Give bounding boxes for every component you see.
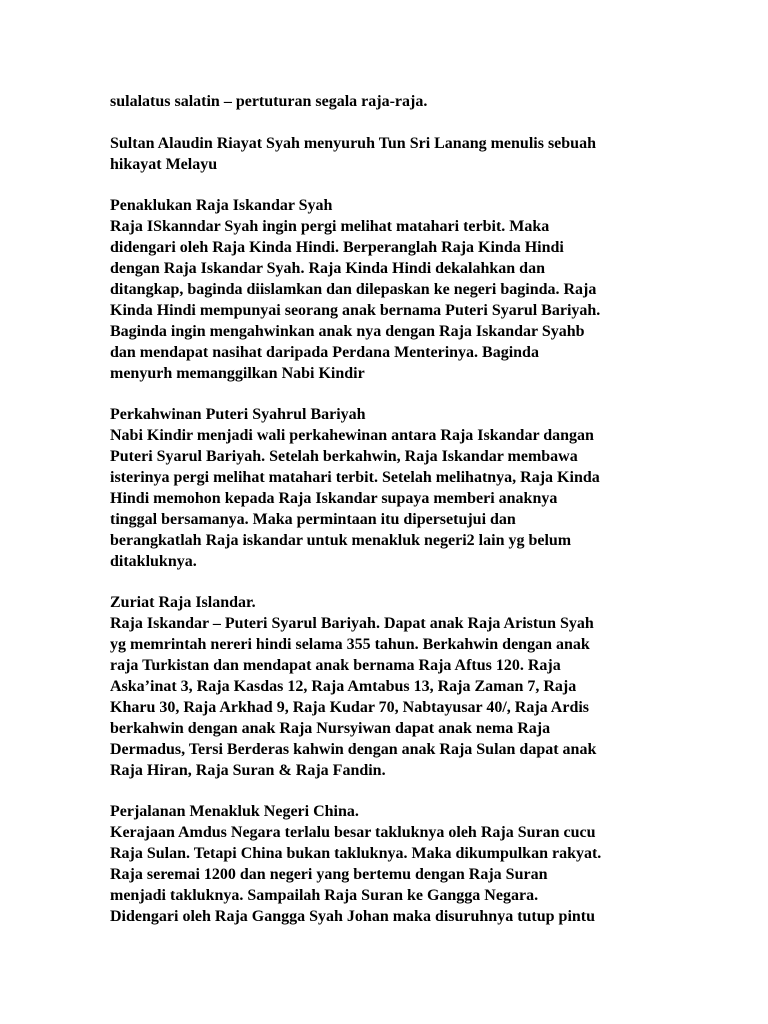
text-line: Hindi memohon kepada Raja Iskandar supaya memberi anaknya xyxy=(110,489,558,507)
section-penaklukan xyxy=(110,196,670,384)
section-heading: Penaklukan Raja Iskandar Syah xyxy=(110,197,333,215)
text-line: tinggal bersamanya. Maka permintaan itu dipersetujui dan xyxy=(110,510,516,528)
text-line: menjadi takluknya. Sampailah Raja Suran ke Gangga Negara. xyxy=(110,886,539,904)
text-line: Sultan Alaudin Riayat Syah menyuruh Tun Sri Lanang menulis sebuah xyxy=(110,134,596,152)
text-line: dan mendapat nasihat daripada Perdana Menterinya. Baginda xyxy=(110,343,539,361)
paragraph-intro xyxy=(110,92,670,113)
text-line: Puteri Syarul Bariyah. Setelah berkahwin, Raja Iskandar membawa xyxy=(110,448,578,466)
text-line: yg memrintah nereri hindi selama 355 tahun. Berkahwin dengan anak xyxy=(110,636,590,654)
text-line: ditangkap, baginda diislamkan dan dilepaskan ke negeri baginda. Raja xyxy=(110,281,597,299)
text-line: Raja ISkanndar Syah ingin pergi melihat matahari terbit. Maka xyxy=(110,218,550,236)
text-line: berkahwin dengan anak Raja Nursyiwan dapat anak nema Raja xyxy=(110,719,551,737)
text-line: didengari oleh Raja Kinda Hindi. Berperanglah Raja Kinda Hindi xyxy=(110,239,564,257)
document-page xyxy=(110,92,670,928)
text-line: Kharu 30, Raja Arkhad 9, Raja Kudar 70, Nabtayusar 40/, Raja Ardis xyxy=(110,698,590,716)
section-heading: Zuriat Raja Islandar. xyxy=(110,594,256,612)
text-line: ditakluknya. xyxy=(110,552,197,570)
text-line: Raja Iskandar – Puteri Syarul Bariyah. Dapat anak Raja Aristun Syah xyxy=(110,615,594,633)
section-perkahwinan xyxy=(110,405,670,572)
text-line: sulalatus salatin – pertuturan segala raja-raja. xyxy=(110,93,428,110)
text-line: isterinya pergi melihat matahari terbit. Setelah melihatnya, Raja Kinda xyxy=(110,469,600,487)
text-line: berangkatlah Raja iskandar untuk menakluk negeri2 lain yg belum xyxy=(110,531,572,549)
section-zuriat xyxy=(110,593,670,781)
text-line: raja Turkistan dan mendapat anak bernama Raja Aftus 120. Raja xyxy=(110,657,561,675)
paragraph-sultan-alaudin xyxy=(110,134,670,176)
text-line: Raja seremai 1200 dan negeri yang bertemu dengan Raja Suran xyxy=(110,865,548,883)
text-line: Kerajaan Amdus Negara terlalu besar takluknya oleh Raja Suran cucu xyxy=(110,824,596,842)
text-line: Kinda Hindi mempunyai seorang anak bernama Puteri Syarul Bariyah. xyxy=(110,301,601,319)
text-line: Raja Hiran, Raja Suran & Raja Fandin. xyxy=(110,761,386,779)
text-line: Nabi Kindir menjadi wali perkahewinan antara Raja Iskandar dangan xyxy=(110,427,594,445)
text-line: dengan Raja Iskandar Syah. Raja Kinda Hindi dekalahkan dan xyxy=(110,260,545,278)
text-line: Dermadus, Tersi Berderas kahwin dengan anak Raja Sulan dapat anak xyxy=(110,740,597,758)
text-line: menyurh memanggilkan Nabi Kindir xyxy=(110,364,365,382)
section-heading: Perjalanan Menakluk Negeri China. xyxy=(110,803,359,821)
section-heading: Perkahwinan Puteri Syahrul Bariyah xyxy=(110,406,366,424)
text-line: Raja Sulan. Tetapi China bukan takluknya. Maka dikumpulkan rakyat. xyxy=(110,845,602,863)
text-line: Aska’inat 3, Raja Kasdas 12, Raja Amtabus 13, Raja Zaman 7, Raja xyxy=(110,677,577,695)
text-line: hikayat Melayu xyxy=(110,155,218,173)
section-perjalanan xyxy=(110,802,670,927)
text-line: Baginda ingin mengahwinkan anak nya dengan Raja Iskandar Syahb xyxy=(110,322,585,340)
text-line: Didengari oleh Raja Gangga Syah Johan maka disuruhnya tutup pintu xyxy=(110,907,596,925)
